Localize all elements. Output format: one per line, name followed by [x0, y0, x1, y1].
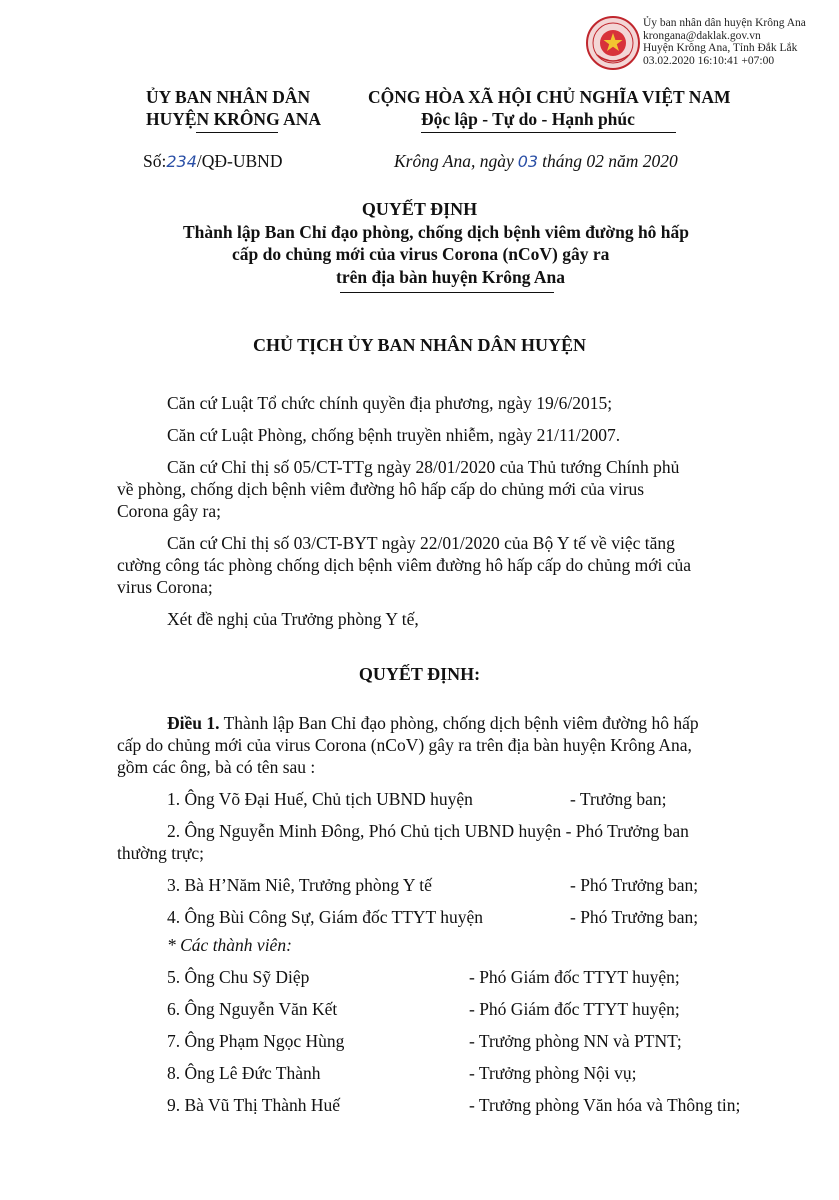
member-role: - Phó Trưởng ban; [570, 875, 699, 895]
signature-line: krongana@daklak.gov.vn [643, 29, 761, 42]
digital-signature-info [643, 17, 806, 67]
preamble-line: về phòng, chống dịch bệnh viêm đường hô hấp cấp do chủng mới của virus [117, 479, 645, 499]
preamble-line: Corona gây ra; [117, 501, 221, 521]
decision-subtitle-line3: trên địa bàn huyện Krông Ana [336, 267, 566, 287]
article1-line: gồm các ông, bà có tên sau : [117, 757, 316, 777]
preamble-line: virus Corona; [117, 577, 213, 597]
member-role: - Phó Giám đốc TTYT huyện; [469, 999, 680, 1019]
state-emblem-seal-icon [585, 15, 641, 71]
member-name: 6. Ông Nguyễn Văn Kết [167, 999, 338, 1019]
doc-number-prefix: Số: [143, 151, 167, 171]
authority-heading: CHỦ TỊCH ỦY BAN NHÂN DÂN HUYỆN [252, 335, 587, 355]
national-title: CỘNG HÒA XÃ HỘI CHỦ NGHĨA VIỆT NAM [368, 87, 731, 107]
member-role: - Phó Trưởng ban; [570, 907, 699, 927]
member-role: - Trưởng ban; [570, 789, 667, 809]
signature-line: Ủy ban nhân dân huyện Krông Ana [643, 17, 806, 29]
org-underline [196, 132, 278, 133]
decision-subtitle-line2: cấp do chủng mới của virus Corona (nCoV) gây ra [232, 244, 610, 264]
motto-underline [421, 132, 676, 133]
decision-title: QUYẾT ĐỊNH [361, 199, 478, 219]
decision-subtitle-line1: Thành lập Ban Chỉ đạo phòng, chống dịch bệnh viêm đường hô hấp [183, 222, 690, 242]
issuing-org-line1: ỦY BAN NHÂN DÂN [146, 87, 311, 107]
member-name: 4. Ông Bùi Công Sự, Giám đốc TTYT huyện [167, 907, 484, 927]
preamble-line: Căn cứ Chỉ thị số 05/CT-TTg ngày 28/01/2020 của Thủ tướng Chính phủ [167, 457, 680, 477]
signature-line: 03.02.2020 16:10:41 +07:00 [643, 54, 775, 67]
issuing-org-line2: HUYỆN KRÔNG ANA [146, 109, 322, 129]
article1-text: Thành lập Ban Chỉ đạo phòng, chống dịch bệnh viêm đường hô hấp [223, 713, 699, 733]
member-role: - Trưởng phòng Nội vụ; [469, 1063, 637, 1083]
member-role: - Phó Giám đốc TTYT huyện; [469, 967, 680, 987]
member-name: 7. Ông Phạm Ngọc Hùng [167, 1031, 345, 1051]
article1-label: Điều 1. [167, 713, 220, 733]
article1-line [167, 712, 699, 734]
article1-line: cấp do chủng mới của virus Corona (nCoV) gây ra trên địa bàn huyện Krông Ana, [117, 735, 692, 755]
preamble-line: cường công tác phòng chống dịch bệnh viêm đường hô hấp cấp do chủng mới của [117, 555, 692, 575]
doc-number-handwritten: 234 [166, 152, 197, 171]
member-name: 2. Ông Nguyễn Minh Đông, Phó Chủ tịch UBND huyện - Phó Trưởng ban [167, 821, 689, 841]
title-underline [340, 292, 554, 293]
decision-heading: QUYẾT ĐỊNH: [358, 664, 481, 684]
doc-number-suffix: /QĐ-UBND [196, 151, 283, 171]
place-date [394, 151, 678, 172]
members-heading: * Các thành viên: [167, 935, 292, 955]
preamble-line: Căn cứ Luật Phòng, chống bệnh truyền nhiễm, ngày 21/11/2007. [167, 425, 621, 445]
member-role: - Trưởng phòng NN và PTNT; [469, 1031, 682, 1051]
preamble-line: Xét đề nghị của Trưởng phòng Y tế, [167, 609, 419, 629]
document-number [143, 151, 282, 172]
member-name: 8. Ông Lê Đức Thành [167, 1063, 321, 1083]
preamble-line: Căn cứ Chỉ thị số 03/CT-BYT ngày 22/01/2020 của Bộ Y tế về việc tăng [167, 533, 675, 553]
member-role: - Trưởng phòng Văn hóa và Thông tin; [469, 1095, 741, 1115]
member-name: 1. Ông Võ Đại Huế, Chủ tịch UBND huyện [167, 789, 473, 809]
national-motto: Độc lập - Tự do - Hạnh phúc [421, 109, 635, 129]
member-name: 3. Bà H’Năm Niê, Trưởng phòng Y tế [167, 875, 432, 895]
day-handwritten: 03 [517, 152, 539, 171]
place-prefix: Krông Ana, ngày [394, 151, 514, 171]
preamble-line: Căn cứ Luật Tổ chức chính quyền địa phương, ngày 19/6/2015; [167, 393, 613, 413]
member-role-cont: thường trực; [117, 843, 205, 863]
place-suffix: tháng 02 năm 2020 [542, 151, 678, 171]
member-name: 9. Bà Vũ Thị Thành Huế [167, 1095, 341, 1115]
member-name: 5. Ông Chu Sỹ Diệp [167, 967, 310, 987]
signature-line: Huyện Krông Ana, Tỉnh Đắk Lắk [643, 42, 798, 54]
